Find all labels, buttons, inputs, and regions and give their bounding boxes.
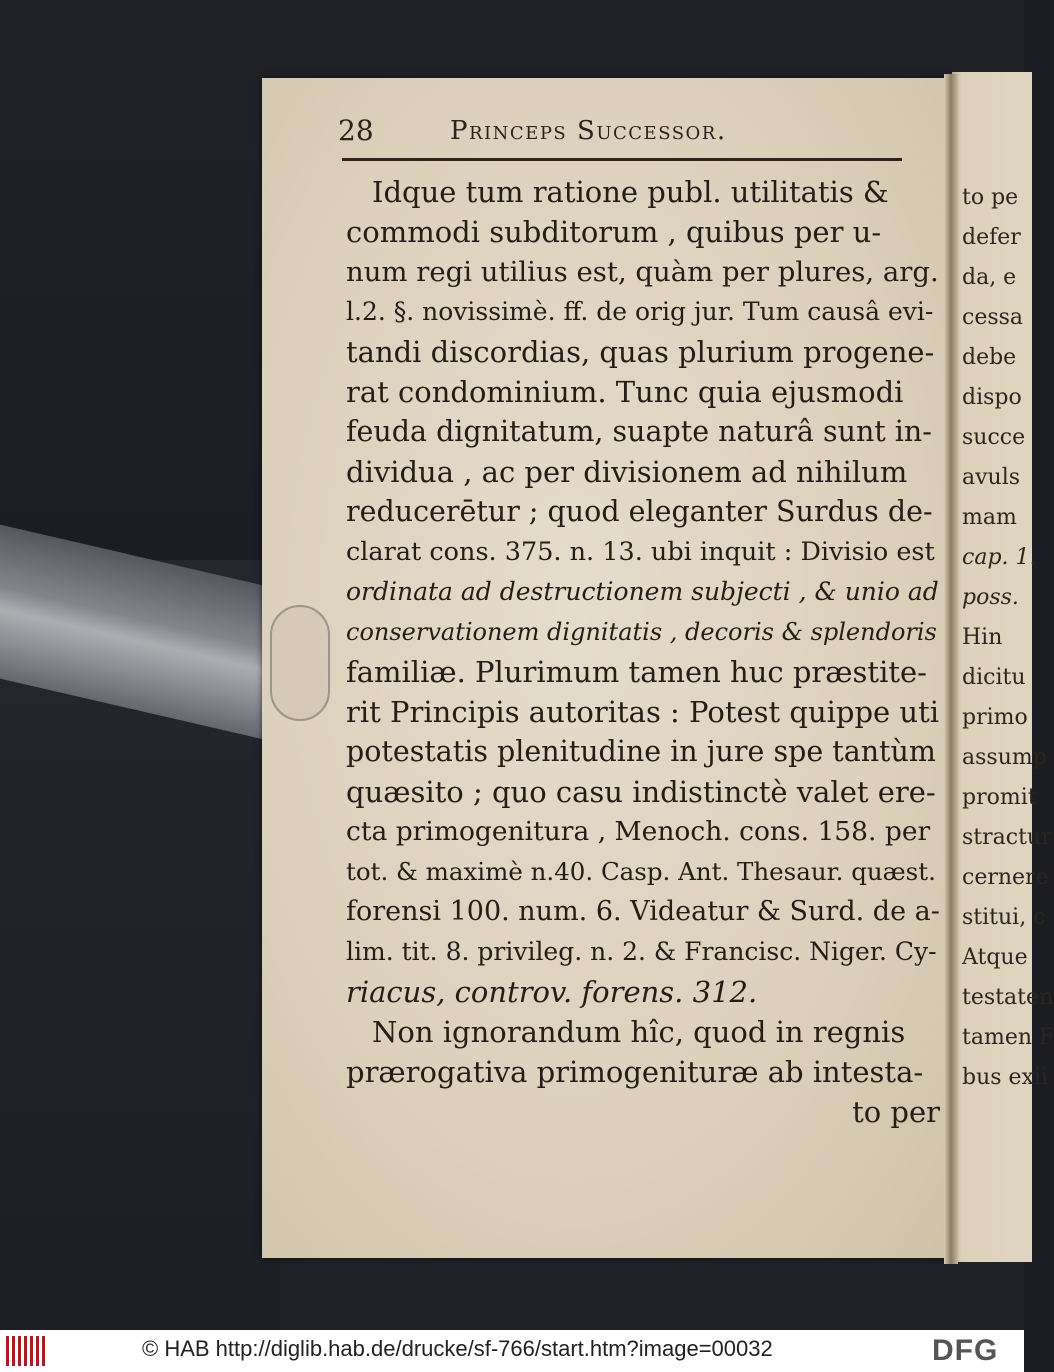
text-line: Non ignorandum hîc, quod in regnis	[372, 1015, 906, 1049]
adjacent-text-line: assump	[962, 745, 1047, 770]
text-line: cta primogenitura , Menoch. cons. 158. per	[346, 816, 931, 847]
text-line: familiæ. Plurimum tamen huc præstite-	[346, 655, 927, 689]
text-line: reducerētur ; quod eleganter Surdus de-	[346, 495, 933, 528]
text-line: conservationem dignitatis , decoris & splendoris	[346, 618, 937, 646]
text-line: rit Principis autoritas : Potest quippe uti	[346, 695, 940, 729]
adjacent-text-line: Hin	[962, 625, 1003, 650]
running-title: Princeps Successor.	[450, 116, 727, 146]
adjacent-text-line: succe	[962, 425, 1026, 450]
adjacent-text-line: testaten	[962, 985, 1054, 1010]
adjacent-text-line: avuls	[962, 465, 1021, 490]
adjacent-text-line: to pe	[962, 185, 1019, 210]
text-line: l.2. §. novissimè. ff. de orig jur. Tum causâ evi-	[346, 297, 934, 326]
text-line: dividua , ac per divisionem ad nihilum	[346, 455, 908, 489]
text-line: num regi utilius est, quàm per plures, arg.	[346, 256, 939, 288]
adjacent-text-line: poss.	[962, 585, 1019, 610]
page-body-text	[346, 172, 940, 1132]
text-line: ordinata ad destructionem subjecti , & unio ad	[346, 577, 939, 606]
adjacent-text-line: promit	[962, 785, 1037, 810]
adjacent-text-line: Atque	[962, 945, 1028, 970]
page-number: 28	[338, 114, 374, 147]
adjacent-text-line: mam	[962, 505, 1017, 530]
text-line: tandi discordias, quas plurium progene-	[346, 335, 935, 369]
copyright-link[interactable]: © HAB http://diglib.hab.de/drucke/sf-766/start.htm?image=00032	[142, 1336, 773, 1361]
dfg-logo: DFG	[932, 1334, 999, 1367]
adjacent-text-line: dispo	[962, 385, 1022, 410]
adjacent-text-line: dicitu	[962, 665, 1026, 690]
adjacent-text-line: bus exii	[962, 1065, 1049, 1090]
text-line: tot. & maximè n.40. Casp. Ant. Thesaur. quæst.	[346, 857, 936, 886]
text-line: to per	[852, 1095, 940, 1129]
text-line: feuda dignitatum, suapte naturâ sunt in-	[346, 415, 932, 448]
viewer-footer	[0, 1330, 1024, 1372]
adjacent-text-line: cernere	[962, 865, 1049, 890]
adjacent-text-line: stitui, c	[962, 905, 1046, 930]
text-line: potestatis plenitudine in jure spe tantùm	[346, 735, 936, 768]
text-line: Idque tum ratione publ. utilitatis &	[372, 175, 889, 209]
adjacent-text-line: primo	[962, 705, 1028, 730]
adjacent-page-text	[962, 178, 1054, 1098]
adjacent-text-line: cessa	[962, 305, 1024, 330]
adjacent-text-line: tamen F	[962, 1025, 1054, 1050]
adjacent-text-line: debe	[962, 345, 1017, 370]
header-rule	[342, 158, 902, 161]
text-line: forensi 100. num. 6. Videatur & Surd. de a-	[346, 896, 940, 927]
text-line: quæsito ; quo casu indistinctè valet ere-	[346, 775, 936, 809]
text-line: rat condominium. Tunc quia ejusmodi	[346, 375, 904, 409]
hab-logo-icon	[4, 1336, 48, 1366]
adjacent-text-line: cap. 1.	[962, 545, 1037, 570]
page-weight-tip	[270, 605, 330, 721]
adjacent-text-line: stractur	[962, 825, 1052, 850]
text-line: prærogativa primogenituræ ab intesta-	[346, 1055, 924, 1089]
text-line: commodi subditorum , quibus per u-	[346, 215, 882, 249]
adjacent-text-line: da, e	[962, 265, 1017, 290]
text-line: lim. tit. 8. privileg. n. 2. & Francisc. Niger. Cy-	[346, 937, 937, 966]
book-gutter	[944, 74, 958, 1264]
page-header	[338, 112, 938, 162]
text-line: riacus, controv. forens. 312.	[346, 975, 758, 1009]
text-line: clarat cons. 375. n. 13. ubi inquit : Divisio est	[346, 537, 935, 567]
adjacent-text-line: defer	[962, 225, 1021, 250]
